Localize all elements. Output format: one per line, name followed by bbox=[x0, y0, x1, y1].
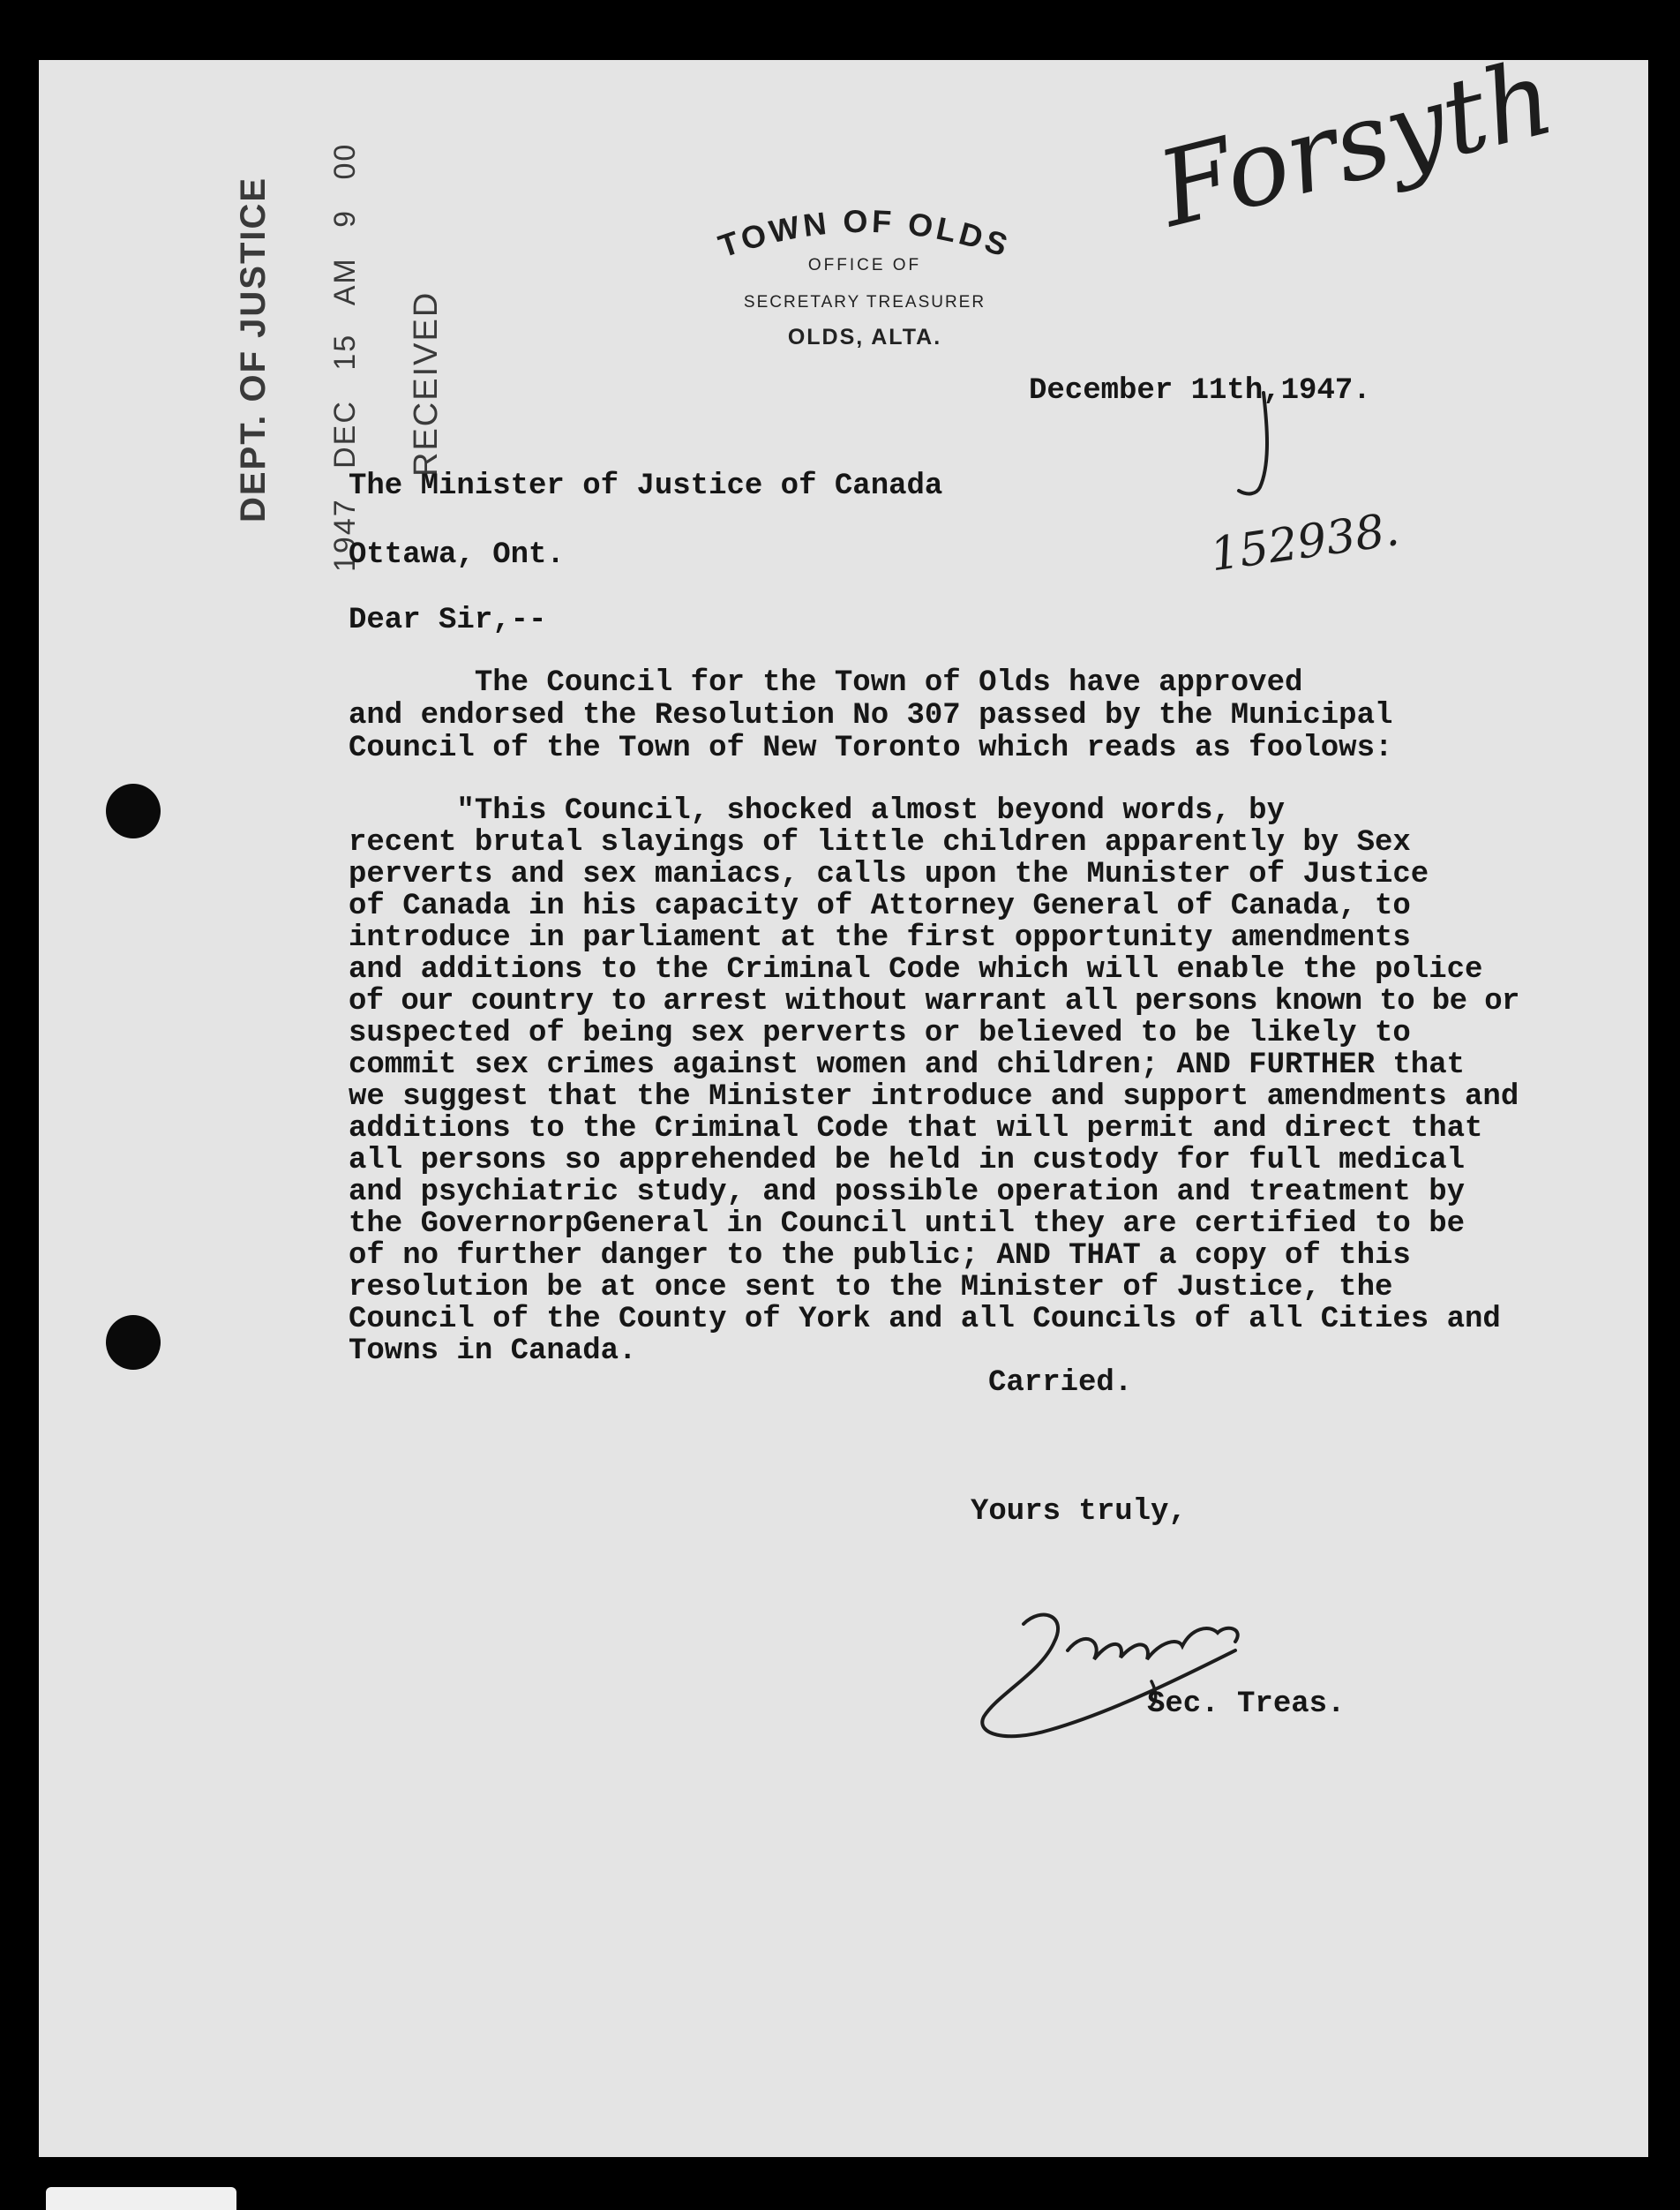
resolution-line: resolution be at once sent to the Minister of Justice, the bbox=[349, 1271, 1393, 1304]
resolution-line: Towns in Canada. bbox=[349, 1334, 637, 1368]
resolution-line: we suggest that the Minister introduce and support amendments and bbox=[349, 1080, 1519, 1114]
stamp-received: RECEIVED bbox=[408, 290, 445, 477]
letterhead-office-of: OFFICE OF bbox=[807, 256, 922, 274]
signature bbox=[971, 1589, 1288, 1748]
resolution-line: of no further danger to the public; AND THAT a copy of this bbox=[349, 1239, 1411, 1273]
letterhead-secretary-treasurer: SECRETARY TREASURER bbox=[743, 293, 986, 312]
resolution-line: perverts and sex maniacs, calls upon the Munister of Justice bbox=[349, 858, 1429, 891]
resolution-line: commit sex crimes against women and children; AND FURTHER that bbox=[349, 1049, 1466, 1082]
resolution-line: recent brutal slayings of little children apparently by Sex bbox=[349, 826, 1411, 860]
resolution-line: "This Council, shocked almost beyond words, by bbox=[349, 794, 1285, 828]
resolution-line: and psychiatric study, and possible operation and treatment by bbox=[349, 1176, 1466, 1209]
intro-line: Council of the Town of New Toronto which reads as foolows: bbox=[349, 732, 1393, 765]
resolution-line: Council of the County of York and all Councils of all Cities and bbox=[349, 1303, 1501, 1336]
stamp-date-line: 1947 DEC 15 AM 9 00 bbox=[328, 142, 362, 572]
signer-title: Sec. Treas. bbox=[1147, 1688, 1346, 1721]
recipient-city: Ottawa, Ont. bbox=[349, 538, 565, 572]
intro-line: and endorsed the Resolution No 307 passed by the Municipal bbox=[349, 699, 1393, 733]
handwritten-name: Forsyth bbox=[1147, 35, 1565, 251]
resolution-line: all persons so apprehended be held in custody for full medical bbox=[349, 1144, 1466, 1177]
punch-hole-top bbox=[106, 784, 161, 838]
resolution-line: introduce in parliament at the first opportunity amendments bbox=[349, 921, 1411, 955]
handwritten-file-number: 152938. bbox=[1207, 503, 1403, 583]
resolution-line: and additions to the Criminal Code which will enable the police bbox=[349, 953, 1483, 987]
svg-text:TOWN OF OLDS: TOWN OF OLDS bbox=[714, 202, 1016, 265]
resolution-line: the GovernorpGeneral in Council until they are certified to be bbox=[349, 1207, 1466, 1241]
closing: Yours truly, bbox=[971, 1495, 1187, 1529]
intro-line: The Council for the Town of Olds have approved bbox=[349, 666, 1303, 700]
resolution-line: of our country to arrest without warrant all persons known to be or bbox=[349, 985, 1519, 1019]
resolution-line: suspected of being sex perverts or believed to be likely to bbox=[349, 1017, 1411, 1050]
stamp-dept-of-justice: DEPT. OF JUSTICE bbox=[234, 176, 273, 522]
resolution-line: additions to the Criminal Code that will permit and direct that bbox=[349, 1112, 1483, 1146]
punch-hole-bottom bbox=[106, 1315, 161, 1370]
salutation: Dear Sir,-- bbox=[349, 604, 547, 637]
scan-edge-tab bbox=[46, 2187, 236, 2210]
resolution-line: of Canada in his capacity of Attorney General of Canada, to bbox=[349, 890, 1411, 923]
letterhead-location: OLDS, ALTA. bbox=[787, 325, 942, 350]
letter-date: December 11th,1947. bbox=[1029, 374, 1371, 408]
recipient-name: The Minister of Justice of Canada bbox=[349, 470, 943, 503]
carried-note: Carried. bbox=[988, 1366, 1133, 1400]
